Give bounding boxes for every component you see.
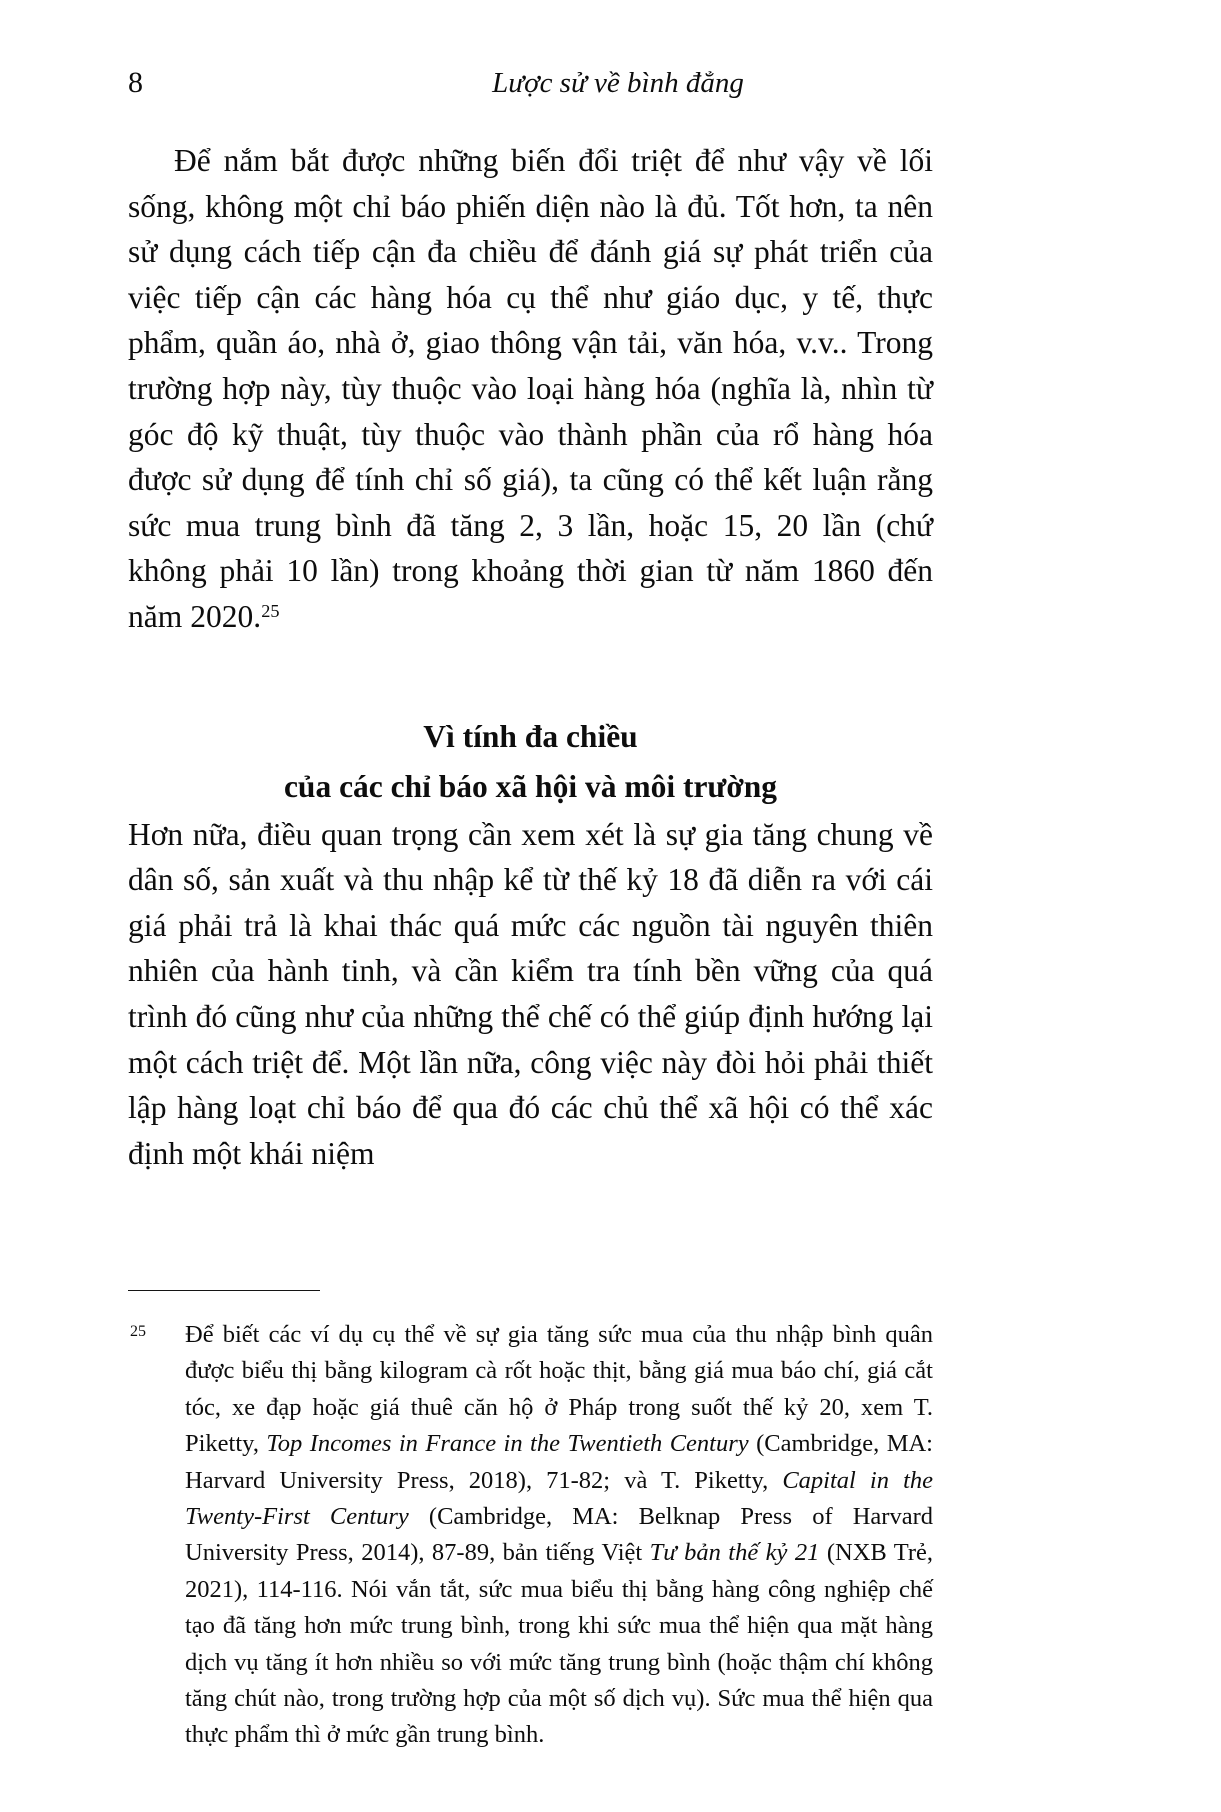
- footnote-title-italic: Tư bản thế kỷ 21: [649, 1539, 820, 1567]
- footnote-title-italic: Capital in the Twenty-First Century: [185, 1466, 934, 1531]
- footnote-25: [128, 1317, 933, 1754]
- footnote-marker: 25: [130, 1323, 146, 1340]
- footnote-run: (Cambridge, MA: Belknap Press of Harvard University Press, 2014), 87-89, bản tiếng Việt: [185, 1503, 933, 1567]
- page-number: 8: [128, 66, 144, 99]
- running-head: [128, 60, 1078, 106]
- paragraph-1-text: Để nắm bắt được những biến đổi triệt để như vậy về lối sống, không một chỉ báo phiến diện nào là đủ. Tốt hơn, ta nên sử dụng cách tiếp cận đa chiều để đánh giá sự phát triển của việc tiếp cận các hàng hóa cụ thể như giáo dục, y tế, thực phẩm, quần áo, nhà ở, giao thông vận tải, văn hóa, v.v.. Trong trường hợp này, tùy thuộc vào loại hàng hóa (nghĩa là, nhìn từ góc độ kỹ thuật, tùy thuộc vào thành phần của rổ hàng hóa được sử dụng để tính chỉ số giá), ta cũng có thể kết luận rằng sức mua trung bình đã tăng 2, 3 lần, hoặc 15, 20 lần (chứ không phải 10 lần) trong khoảng thời gian từ năm 1860 đến năm 2020.: [128, 143, 933, 634]
- body-text-block: [128, 138, 933, 1176]
- running-title: Lược sử về bình đẳng: [492, 67, 744, 99]
- footnote-run: (Cambridge, MA: Harvard University Press, 2018), 71-82; và T. Piketty,: [185, 1430, 933, 1494]
- paragraph-1: [128, 138, 933, 640]
- footnote-run: (NXB Trẻ, 2021), 114-116. Nói vắn tắt, sức mua biểu thị bằng hàng công nghiệp chế tạo đã tăng hơn mức trung bình, trong khi sức mua thể hiện qua mặt hàng dịch vụ tăng ít hơn nhiều so với mức tăng trung bình (hoặc thậm chí không tăng chút nào, trong trường hợp của một số dịch vụ). Sức mua thể hiện qua thực phẩm thì ở mức gần trung bình.: [185, 1539, 934, 1749]
- section-heading-line-1: Vì tính đa chiều: [423, 718, 638, 754]
- footnote-reference-25[interactable]: 25: [261, 600, 280, 621]
- section-heading-line-2: của các chỉ báo xã hội và môi trường: [283, 768, 778, 804]
- footnote-text: [185, 1321, 933, 1748]
- footnote-run: Để biết các ví dụ cụ thể về sự gia tăng sức mua của thu nhập bình quân được biểu thị bằng kilogram cà rốt hoặc thịt, bằng giá mua báo chí, giá cắt tóc, xe đạp hoặc giá thuê căn hộ ở Pháp trong suốt thế kỷ 20, xem T. Piketty,: [185, 1321, 933, 1458]
- paragraph-2: Hơn nữa, điều quan trọng cần xem xét là sự gia tăng chung về dân số, sản xuất và thu nhập kể từ thế kỷ 18 đã diễn ra với cái giá phải trả là khai thác quá mức các nguồn tài nguyên thiên nhiên của hành tinh, và cần kiểm tra tính bền vững của quá trình đó cũng như của những thể chế có thể giúp định hướng lại một cách triệt để. Một lần nữa, công việc này đòi hỏi phải thiết lập hàng loạt chỉ báo để qua đó các chủ thể xã hội có thể xác định một khái niệm: [128, 816, 933, 1171]
- section-heading: [128, 712, 933, 812]
- footnote-title-italic: Top Incomes in France in the Twentieth Century: [266, 1430, 749, 1458]
- footnote-separator-rule: [128, 1290, 320, 1291]
- footnote-zone: [128, 1290, 933, 1754]
